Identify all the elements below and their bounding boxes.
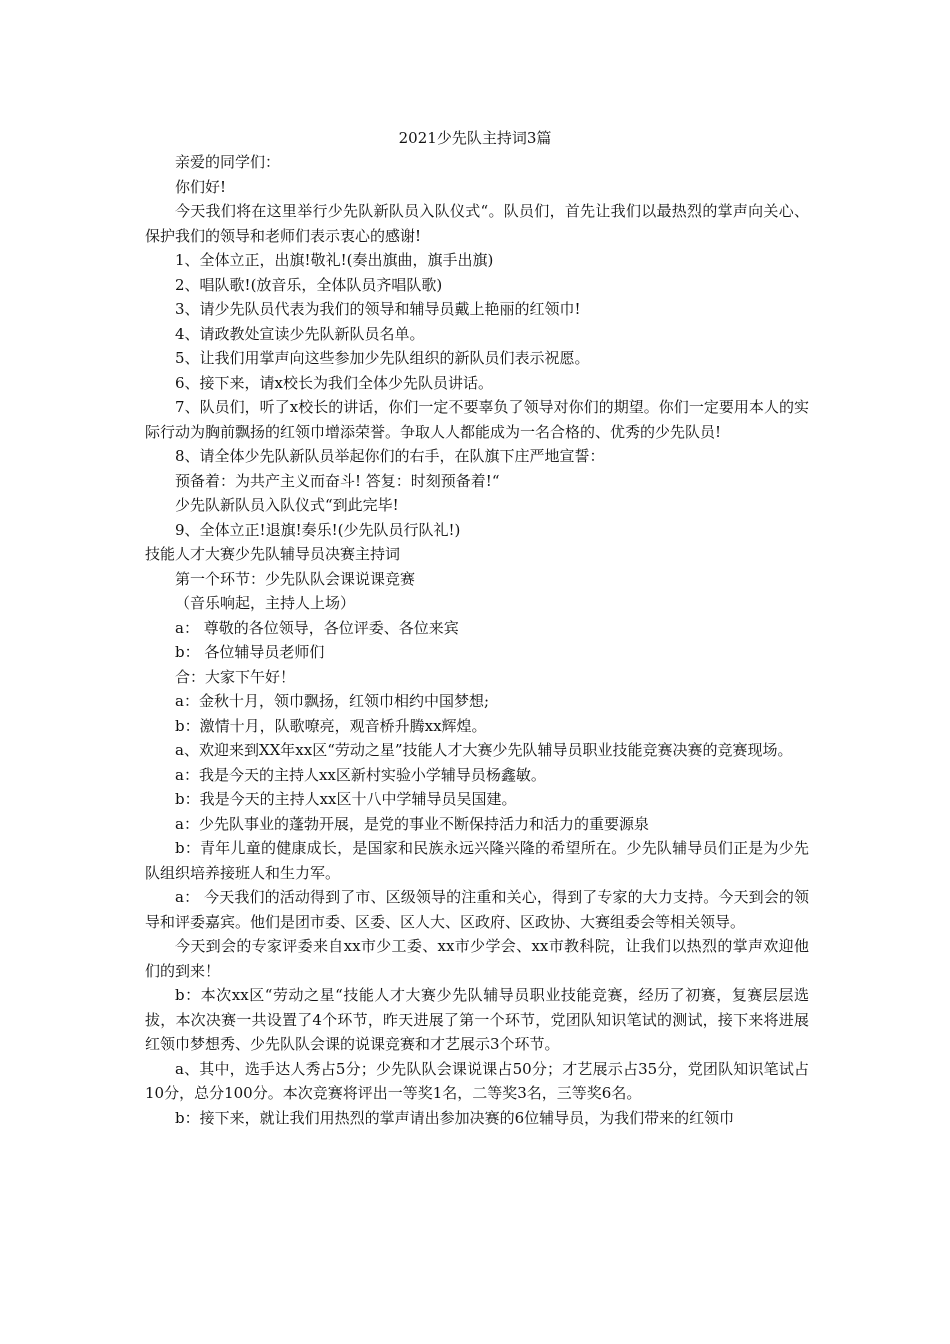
paragraph: （音乐响起，主持人上场） <box>175 594 356 612</box>
paragraph: 9、全体立正!退旗!奏乐!(少先队员行队礼!) <box>175 520 461 539</box>
paragraph: 5、让我们用掌声向这些参加少先队组织的新队员们表示祝愿。 <box>175 349 590 367</box>
document-body <box>145 150 809 1130</box>
paragraph: a、其中，选手达人秀占5分；少先队队会课说课占50分；才艺展示占35分，党团队知识笔试占10分，总分100分。本次竞赛将评出一等奖1名，二等奖3名，三等奖6名。 <box>145 1059 809 1102</box>
paragraph: a： 尊敬的各位领导，各位评委、各位来宾 <box>175 618 459 637</box>
paragraph: b：青年儿童的健康成长，是国家和民族永远兴隆兴隆的希望所在。少先队辅导员们正是为少先队组织培养接班人和生力军。 <box>145 839 809 882</box>
paragraph: 2、唱队歌!(放音乐，全体队员齐唱队歌) <box>175 275 443 294</box>
paragraph: b：激情十月，队歌嘹亮，观音桥升腾xx辉煌。 <box>175 716 487 735</box>
paragraph: a、欢迎来到XX年xx区“劳动之星”技能人才大赛少先队辅导员职业技能竞赛决赛的竞赛现场。 <box>175 741 793 759</box>
paragraph: b： 各位辅导员老师们 <box>175 643 325 661</box>
paragraph: a：少先队事业的蓬勃开展，是党的事业不断保持活力和活力的重要源泉 <box>175 814 649 833</box>
paragraph: a： 今天我们的活动得到了市、区级领导的注重和关心，得到了专家的大力支持。今天到会的领导和评委嘉宾。他们是团市委、区委、区人大、区政府、区政协、大赛组委会等相关领导。 <box>145 888 809 931</box>
paragraph: 预备着：为共产主义而奋斗! 答复：时刻预备着!“ <box>175 471 500 490</box>
document-title: 2021少先队主持词3篇 <box>398 129 552 147</box>
paragraph: 合：大家下午好！ <box>175 667 296 686</box>
paragraph: 4、请政教处宣读少先队新队员名单。 <box>175 324 425 343</box>
paragraph: 7、队员们，听了x校长的讲话，你们一定不要辜负了领导对你们的期望。你们一定要用本人的实际行动为胸前飘扬的红领巾增添荣誉。争取人人都能成为一名合格的、优秀的少先队员! <box>145 398 809 441</box>
paragraph: 技能人才大赛少先队辅导员决赛主持词 <box>145 545 401 563</box>
paragraph: 今天到会的专家评委来自xx市少工委、xx市少学会、xx市教科院，让我们以热烈的掌声欢迎他们的到来！ <box>145 937 809 980</box>
paragraph: a：我是今天的主持人xx区新村实验小学辅导员杨鑫敏。 <box>175 765 546 784</box>
paragraph: b：我是今天的主持人xx区十八中学辅导员吴国建。 <box>175 790 517 808</box>
paragraph: 少先队新队员入队仪式“到此完毕! <box>175 496 399 514</box>
paragraph: 8、请全体少先队新队员举起你们的右手，在队旗下庄严地宣誓： <box>175 447 605 465</box>
paragraph: 第一个环节：少先队队会课说课竞赛 <box>175 569 416 588</box>
paragraph: 3、请少先队员代表为我们的领导和辅导员戴上艳丽的红领巾! <box>175 300 581 318</box>
paragraph: 你们好! <box>175 177 227 196</box>
paragraph: 今天我们将在这里举行少先队新队员入队仪式“。队员们，首先让我们以最热烈的掌声向关心、保护我们的领导和老师们表示衷心的感谢! <box>145 202 809 245</box>
paragraph: 6、接下来，请x校长为我们全体少先队员讲话。 <box>175 373 494 392</box>
paragraph: 1、全体立正，出旗!敬礼!(奏出旗曲，旗手出旗) <box>175 251 494 269</box>
paragraph: b：接下来，就让我们用热烈的掌声请出参加决赛的6位辅导员，为我们带来的红领巾 <box>175 1108 735 1127</box>
paragraph: a：金秋十月，领巾飘扬，红领巾相约中国梦想; <box>175 692 489 710</box>
paragraph: b：本次xx区“劳动之星“技能人才大赛少先队辅导员职业技能竞赛，经历了初赛，复赛层层选拔，本次决赛一共设置了4个环节，昨天进展了第一个环节，党团队知识笔试的测试，接下来将进展红领巾梦想秀、少先队队会课的说课竞赛和才艺展示3个环节。 <box>145 986 809 1053</box>
paragraph: 亲爱的同学们： <box>175 153 281 171</box>
